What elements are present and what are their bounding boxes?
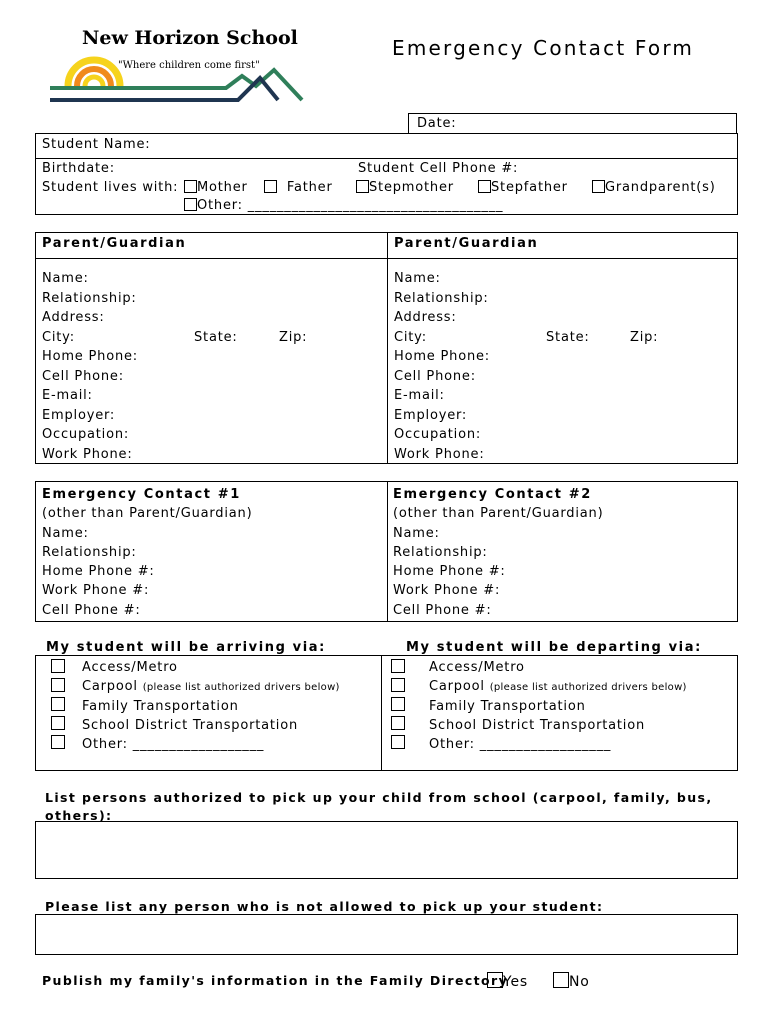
emergency2-name: Name: — [393, 525, 440, 541]
authorized-label-line1: List persons authorized to pick up your child from school (carpool, family, bus, — [45, 790, 713, 805]
depart-carpool-checkbox[interactable] — [391, 678, 405, 692]
parent2-occupation: Occupation: — [394, 427, 482, 442]
emergency-contacts-box — [35, 481, 738, 622]
arrive-options — [82, 658, 340, 754]
authorized-label-line2: others): — [45, 808, 113, 823]
arrive-carpool-row — [82, 677, 340, 697]
emergency2-fields — [393, 485, 603, 620]
parent2-fields — [394, 269, 490, 464]
arrive-other-checkbox[interactable] — [51, 735, 65, 749]
parent2-state: State: — [546, 330, 590, 345]
arriving-heading: My student will be arriving via: — [46, 640, 326, 655]
depart-family-label: Family Transportation — [429, 699, 586, 714]
arrive-district-label: School District Transportation — [82, 718, 298, 733]
option-other[interactable] — [184, 198, 503, 214]
parent1-work-phone: Work Phone: — [42, 446, 133, 462]
form-title: Emergency Contact Form — [392, 36, 695, 60]
parent-guardian-box — [35, 232, 738, 464]
arrive-carpool-checkbox[interactable] — [51, 678, 65, 692]
parent1-city: City: — [42, 329, 75, 345]
depart-district-checkbox[interactable] — [391, 716, 405, 730]
arrive-access-checkbox[interactable] — [51, 659, 65, 673]
depart-carpool-label: Carpool — [429, 679, 485, 694]
parent1-name: Name: — [42, 271, 89, 286]
emergency1-name: Name: — [42, 525, 89, 541]
parent2-zip: Zip: — [630, 330, 659, 345]
parent1-email: E-mail: — [42, 388, 93, 403]
directory-label: Publish my family's information in the Family Directory — [42, 973, 509, 988]
mother-label: Mother — [197, 180, 248, 195]
emergency1-home-phone: Home Phone #: — [42, 564, 155, 580]
stepfather-checkbox[interactable] — [478, 180, 491, 193]
father-checkbox[interactable] — [264, 180, 277, 193]
sunrise-mountain-icon — [46, 56, 306, 110]
grandparents-label: Grandparent(s) — [605, 180, 716, 195]
arrive-carpool-note: (please list authorized drivers below) — [142, 682, 340, 693]
depart-district-label: School District Transportation — [429, 718, 645, 733]
parent2-address: Address: — [394, 310, 457, 325]
arrive-family-label: Family Transportation — [82, 699, 239, 714]
option-stepfather[interactable] — [478, 180, 568, 196]
depart-other-label: Other: __________________ — [429, 737, 612, 752]
emergency1-subtitle: (other than Parent/Guardian) — [42, 506, 253, 522]
parent2-relationship: Relationship: — [394, 290, 489, 306]
depart-other-checkbox[interactable] — [391, 735, 405, 749]
school-name: New Horizon School — [82, 27, 298, 49]
arrive-family-checkbox[interactable] — [51, 697, 65, 711]
parent1-zip: Zip: — [279, 330, 308, 345]
directory-no-label: No — [569, 974, 590, 990]
authorized-persons-field[interactable] — [35, 821, 738, 879]
parent2-home-phone: Home Phone: — [394, 349, 490, 364]
parent1-address: Address: — [42, 310, 105, 325]
emergency2-cell-phone: Cell Phone #: — [393, 602, 492, 618]
option-grandparents[interactable] — [592, 180, 716, 196]
depart-options — [429, 658, 687, 754]
option-mother[interactable] — [184, 180, 248, 196]
mother-checkbox[interactable] — [184, 180, 197, 193]
grandparents-checkbox[interactable] — [592, 180, 605, 193]
parent1-relationship: Relationship: — [42, 290, 137, 306]
parent2-name: Name: — [394, 271, 441, 286]
directory-no-option[interactable] — [553, 972, 590, 990]
emergency1-cell-phone: Cell Phone #: — [42, 602, 141, 618]
parent2-city: City: — [394, 329, 427, 345]
parent1-home-phone: Home Phone: — [42, 349, 138, 364]
student-cell-label: Student Cell Phone #: — [358, 161, 519, 176]
emergency1-relationship: Relationship: — [42, 544, 137, 560]
authorized-label — [45, 789, 713, 825]
depart-family-checkbox[interactable] — [391, 697, 405, 711]
directory-no-checkbox[interactable] — [553, 972, 569, 988]
not-allowed-field[interactable] — [35, 914, 738, 955]
parent1-cell-phone: Cell Phone: — [42, 368, 124, 384]
arrive-district-checkbox[interactable] — [51, 716, 65, 730]
school-logo — [46, 28, 306, 110]
parent2-employer: Employer: — [394, 407, 468, 423]
parent1-state: State: — [194, 330, 238, 345]
depart-access-checkbox[interactable] — [391, 659, 405, 673]
parent1-heading: Parent/Guardian — [42, 236, 187, 251]
depart-access-label: Access/Metro — [429, 660, 525, 675]
parent1-employer: Employer: — [42, 407, 116, 423]
not-allowed-label: Please list any person who is not allowed to pick up your student: — [45, 899, 604, 914]
parent1-occupation: Occupation: — [42, 427, 130, 442]
date-field[interactable] — [408, 113, 737, 134]
school-tagline: "Where children come first" — [118, 60, 260, 71]
depart-carpool-row — [429, 677, 687, 697]
stepmother-checkbox[interactable] — [356, 180, 369, 193]
departing-heading: My student will be departing via: — [406, 640, 702, 655]
emergency1-heading: Emergency Contact #1 — [42, 487, 241, 502]
stepmother-label: Stepmother — [369, 180, 454, 195]
date-label: Date: — [417, 116, 457, 131]
transport-box — [35, 655, 738, 771]
emergency2-subtitle: (other than Parent/Guardian) — [393, 506, 604, 522]
arrive-access-label: Access/Metro — [82, 660, 178, 675]
emergency2-work-phone: Work Phone #: — [393, 583, 501, 599]
father-label: Father — [286, 180, 333, 195]
emergency2-relationship: Relationship: — [393, 544, 488, 560]
parent2-heading: Parent/Guardian — [394, 236, 539, 251]
option-stepmother[interactable] — [356, 180, 454, 196]
directory-yes-label: Yes — [503, 974, 528, 990]
stepfather-label: Stepfather — [491, 180, 568, 195]
parent1-fields — [42, 269, 138, 464]
directory-yes-checkbox[interactable] — [487, 972, 503, 988]
emergency1-fields — [42, 485, 252, 620]
emergency1-work-phone: Work Phone #: — [42, 583, 150, 599]
emergency2-heading: Emergency Contact #2 — [393, 487, 592, 502]
parent2-email: E-mail: — [394, 388, 445, 403]
depart-carpool-note: (please list authorized drivers below) — [489, 682, 687, 693]
parent2-cell-phone: Cell Phone: — [394, 368, 476, 384]
directory-yes-option[interactable] — [487, 972, 528, 990]
arrive-other-label: Other: __________________ — [82, 737, 265, 752]
birthdate-label: Birthdate: — [42, 161, 115, 176]
emergency2-home-phone: Home Phone #: — [393, 564, 506, 580]
parent2-work-phone: Work Phone: — [394, 446, 485, 462]
student-info-box — [35, 133, 738, 215]
student-name-label: Student Name: — [42, 137, 151, 152]
other-checkbox[interactable] — [184, 198, 197, 211]
other-label: Other: ___________________________________ — [197, 198, 504, 213]
arrive-carpool-label: Carpool — [82, 679, 138, 694]
lives-with-label: Student lives with: — [42, 180, 179, 195]
option-father[interactable] — [264, 180, 333, 196]
